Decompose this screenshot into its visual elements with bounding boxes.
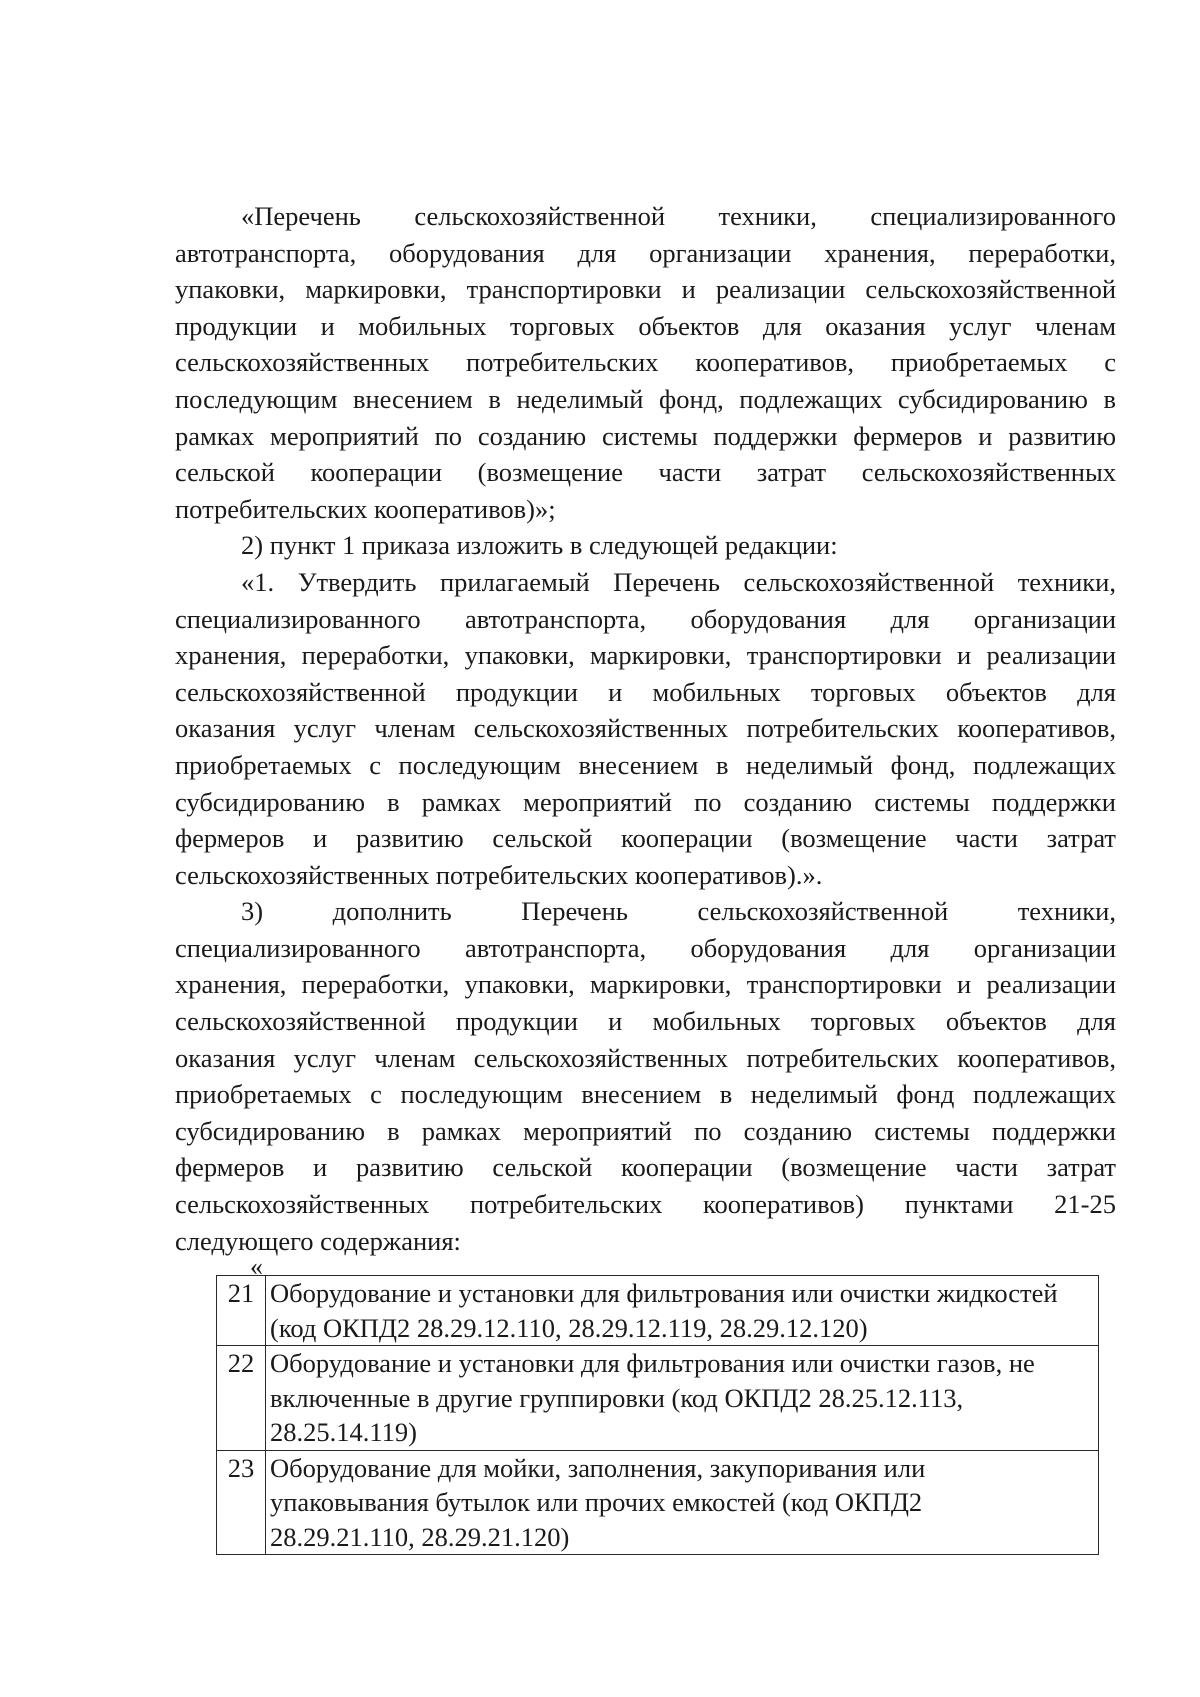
row-description [266, 1346, 1099, 1451]
body-text [175, 198, 1116, 1259]
text-line: последующим внесением в неделимый фонд, подлежащих субсидированию в [175, 383, 1116, 414]
table-row [217, 1276, 1099, 1346]
text-line: фермеров и развитию сельской кооперации (возмещение части затрат [175, 1152, 1116, 1183]
text-line: сельскохозяйственных потребительских кооперативов).». [175, 859, 823, 890]
cell-line: 28.25.14.119) [270, 1417, 417, 1447]
text-line: оказания услуг членам сельскохозяйственных потребительских кооперативов, [175, 713, 1116, 744]
cell-line: Оборудование и установки для фильтрования или очистки жидкостей [270, 1278, 1058, 1308]
cell-line: включенные в другие группировки (код ОКПД2 28.25.12.113, [270, 1382, 964, 1413]
table-row [217, 1450, 1099, 1555]
text-line: сельскохозяйственных потребительских кооперативов, приобретаемых с [175, 347, 1116, 378]
text-line: хранения, переработки, упаковки, маркировки, транспортировки и реализации [175, 640, 1116, 671]
text-line: специализированного автотранспорта, оборудования для организации [175, 932, 1116, 963]
text-line: сельскохозяйственных потребительских кооперативов) пунктами 21-25 [175, 1189, 1116, 1220]
items-table [216, 1275, 1099, 1555]
cell-line: 28.29.21.110, 28.29.21.120) [270, 1521, 570, 1552]
text-line: «Перечень сельскохозяйственной техники, специализированного [241, 201, 1116, 231]
text-line: 3) дополнить Перечень сельскохозяйственной техники, [241, 896, 1116, 927]
text-line: оказания услуг членам сельскохозяйственных потребительских кооперативов, [175, 1042, 1116, 1073]
text-line: фермеров и развитию сельской кооперации (возмещение части затрат [175, 823, 1116, 854]
text-line: приобретаемых с последующим внесением в неделимый фонд, подлежащих [175, 749, 1116, 780]
text-line: рамках мероприятий по созданию системы поддержки фермеров и развитию [175, 420, 1116, 451]
text-line: следующего содержания: [175, 1225, 461, 1256]
text-line: специализированного автотранспорта, оборудования для организации [175, 603, 1116, 634]
row-number: 22 [217, 1346, 266, 1451]
row-description [266, 1276, 1099, 1346]
cell-line: (код ОКПД2 28.29.12.110, 28.29.12.119, 28.29.12.120) [270, 1312, 868, 1343]
text-line: «1. Утвердить прилагаемый Перечень сельскохозяйственной техники, [241, 566, 1116, 597]
text-line: упаковки, маркировки, транспортировки и реализации сельскохозяйственной [175, 274, 1116, 305]
text-line: приобретаемых с последующим внесением в неделимый фонд подлежащих [175, 1079, 1116, 1110]
text-line: сельской кооперации (возмещение части затрат сельскохозяйственных [175, 457, 1116, 488]
text-line: сельскохозяйственной продукции и мобильных торговых объектов для [175, 676, 1116, 707]
row-description [266, 1450, 1099, 1555]
table-open-quote: « [250, 1252, 263, 1281]
cell-line: Оборудование для мойки, заполнения, закупоривания или [270, 1452, 926, 1483]
text-line: автотранспорта, оборудования для организации хранения, переработки, [175, 237, 1116, 268]
text-line: потребительских кооперативов)»; [175, 493, 556, 524]
row-number: 21 [217, 1276, 266, 1346]
text-line: продукции и мобильных торговых объектов для оказания услуг членам [175, 310, 1116, 341]
row-number: 23 [217, 1450, 266, 1555]
text-line: сельскохозяйственной продукции и мобильных торговых объектов для [175, 1006, 1116, 1037]
cell-line: упаковывания бутылок или прочих емкостей (код ОКПД2 [270, 1487, 923, 1517]
text-line: субсидированию в рамках мероприятий по созданию системы поддержки [175, 1115, 1116, 1146]
table-row [217, 1346, 1099, 1451]
text-line: субсидированию в рамках мероприятий по созданию системы поддержки [175, 786, 1116, 817]
text-line: хранения, переработки, упаковки, маркировки, транспортировки и реализации [175, 969, 1116, 1000]
cell-line: Оборудование и установки для фильтрования или очистки газов, не [270, 1348, 1035, 1378]
text-line: 2) пункт 1 приказа изложить в следующей редакции: [241, 530, 838, 561]
